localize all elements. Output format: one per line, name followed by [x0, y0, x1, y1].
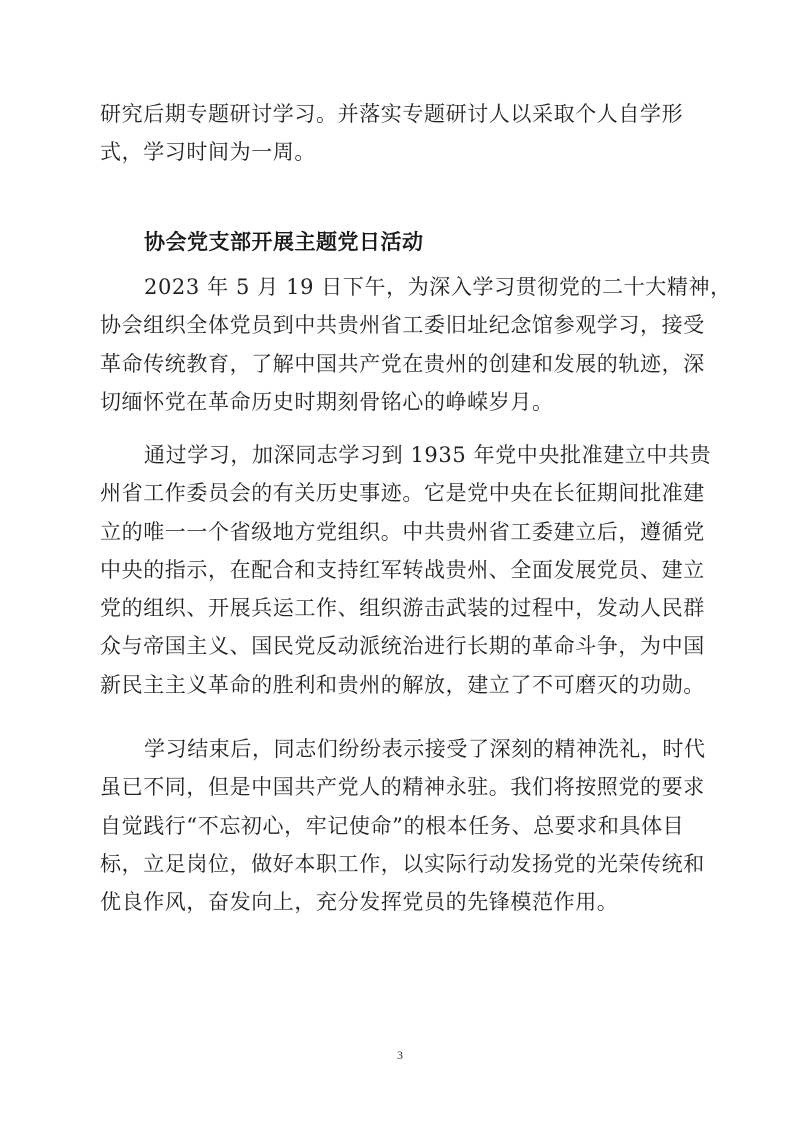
paragraph-3: [100, 730, 706, 921]
text-line: 优良作风，奋发向上，充分发挥党员的先锋模范作用。: [100, 890, 619, 915]
text-line: 学习结束后，同志们纷纷表示接受了深刻的精神洗礼，时代: [144, 737, 706, 761]
text-line: 标，立足岗位，做好本职工作，以实际行动发扬党的光荣传统和: [100, 851, 705, 876]
paragraph-1: [100, 268, 732, 421]
text-line: 立的唯一一个省级地方党组织。中共贵州省工委建立后，遵循党: [100, 519, 705, 544]
text-line: 切缅怀党在革命历史时期刻骨铭心的峥嵘岁月。: [100, 389, 554, 414]
text-line: 革命传统教育，了解中国共产党在贵州的创建和发展的轨迹，深: [100, 351, 705, 376]
text-line: 虽已不同，但是中国共产党人的精神永驻。我们将按照党的要求: [100, 775, 705, 800]
text-line: 州省工作委员会的有关历史事迹。它是党中央在长征期间批准建: [100, 481, 705, 506]
page-number: 3: [397, 1048, 403, 1062]
text-line: 党的组织、开展兵运工作、组织游击武装的过程中，发动人民群: [100, 596, 705, 621]
paragraph-2: [100, 436, 712, 704]
text-line: 通过学习，加深同志学习到 1935 年党中央批准建立中共贵: [144, 443, 712, 467]
text-line: 研究后期专题研讨学习。并落实专题研讨人以采取个人自学形: [100, 102, 684, 126]
text-line: 新民主主义革命的胜利和贵州的解放，建立了不可磨灭的功勋。: [100, 672, 705, 697]
text-line: 众与帝国主义、国民党反动派统治进行长期的革命斗争，为中国: [100, 634, 705, 659]
text-line: 式，学习时间为一周。: [100, 140, 316, 165]
text-line: 中央的指示，在配合和支持红军转战贵州、全面发展党员、建立: [100, 557, 705, 582]
section-title: 协会党支部开展主题党日活动: [144, 230, 424, 254]
intro-paragraph: [100, 95, 700, 172]
text-line: 协会组织全体党员到中共贵州省工委旧址纪念馆参观学习，接受: [100, 313, 705, 338]
text-line: 自觉践行“不忘初心，牢记使命”的根本任务、总要求和具体目: [100, 813, 685, 838]
text-line: 2023 年 5 月 19 日下午，为深入学习贯彻党的二十大精神，: [144, 275, 732, 299]
